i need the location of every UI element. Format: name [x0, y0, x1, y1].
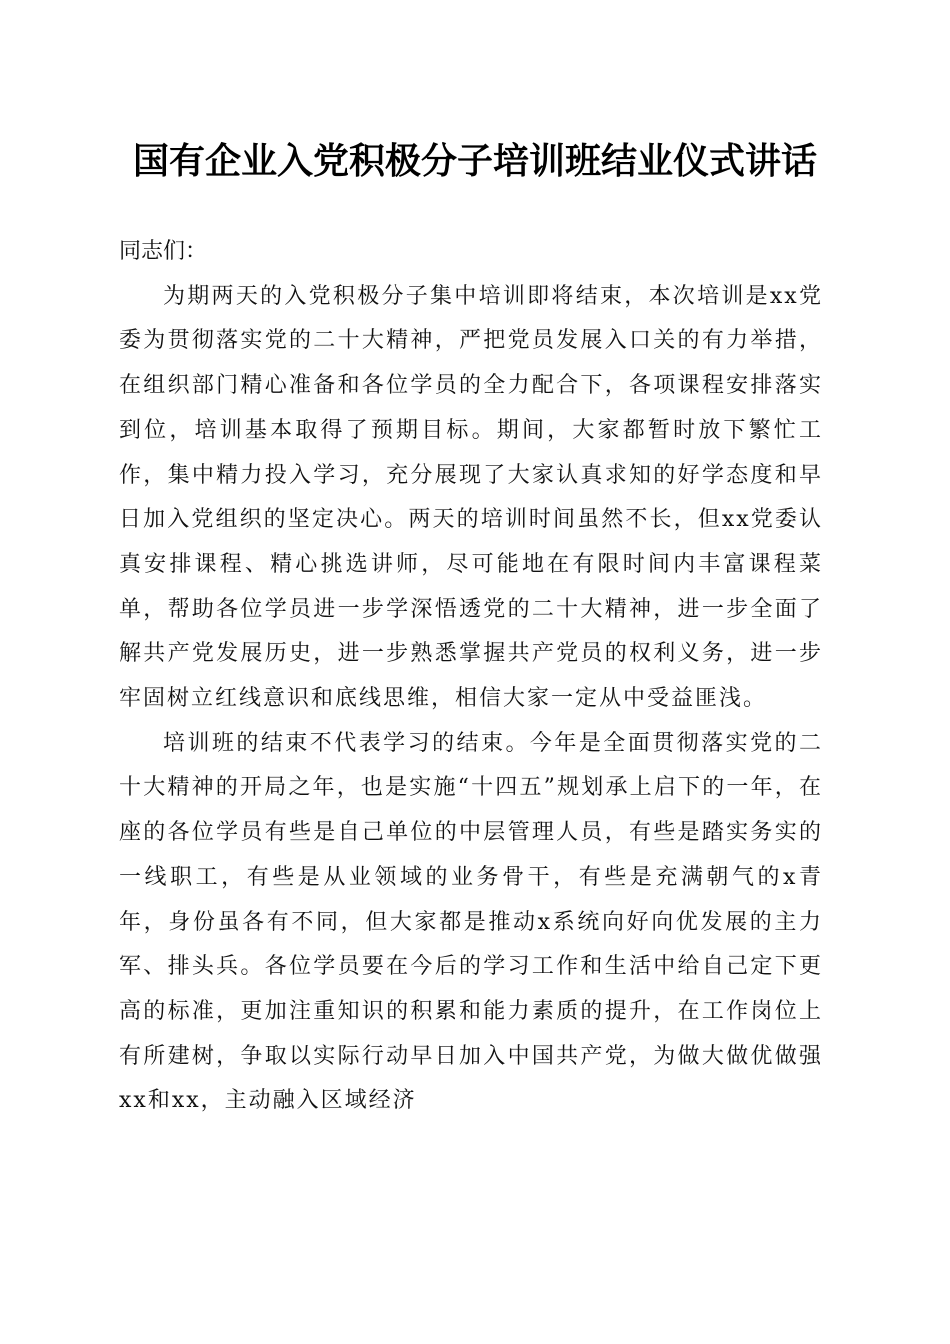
paragraph-2: 培训班的结束不代表学习的结束。今年是全面贯彻落实党的二十大精神的开局之年，也是实施“十四五”规划承上启下的一年，在座的各位学员有些是自己单位的中层管理人员，有些是踏实务实的一线职工，有些是从业领域的业务骨干，有些是充满朝气的x青年，身份虽各有不同，但大家都是推动x系统向好向优发展的主力军、排头兵。各位学员要在今后的学习工作和生活中给自己定下更高的标准，更加注重知识的积累和能力素质的提升，在工作岗位上有所建树，争取以实际行动早日加入中国共产党，为做大做优做强xx和xx，主动融入区域经济 [119, 730, 823, 1114]
document-body [119, 230, 823, 1124]
salutation: 同志们： [119, 239, 208, 264]
document-title: 国有企业入党积极分子培训班结业仪式讲话 [132, 140, 817, 182]
paragraph-1: 为期两天的入党积极分子集中培训即将结束，本次培训是xx党委为贯彻落实党的二十大精神，严把党员发展入口关的有力举措，在组织部门精心准备和各位学员的全力配合下，各项课程安排落实到位，培训基本取得了预期目标。期间，大家都暂时放下繁忙工作，集中精力投入学习，充分展现了大家认真求知的好学态度和早日加入党组织的坚定决心。两天的培训时间虽然不长，但xx党委认真安排课程、精心挑选讲师，尽可能地在有限时间内丰富课程菜单，帮助各位学员进一步学深悟透党的二十大精神，进一步全面了解共产党发展历史，进一步熟悉掌握共产党员的权利义务，进一步牢固树立红线意识和底线思维，相信大家一定从中受益匪浅。 [119, 283, 823, 712]
